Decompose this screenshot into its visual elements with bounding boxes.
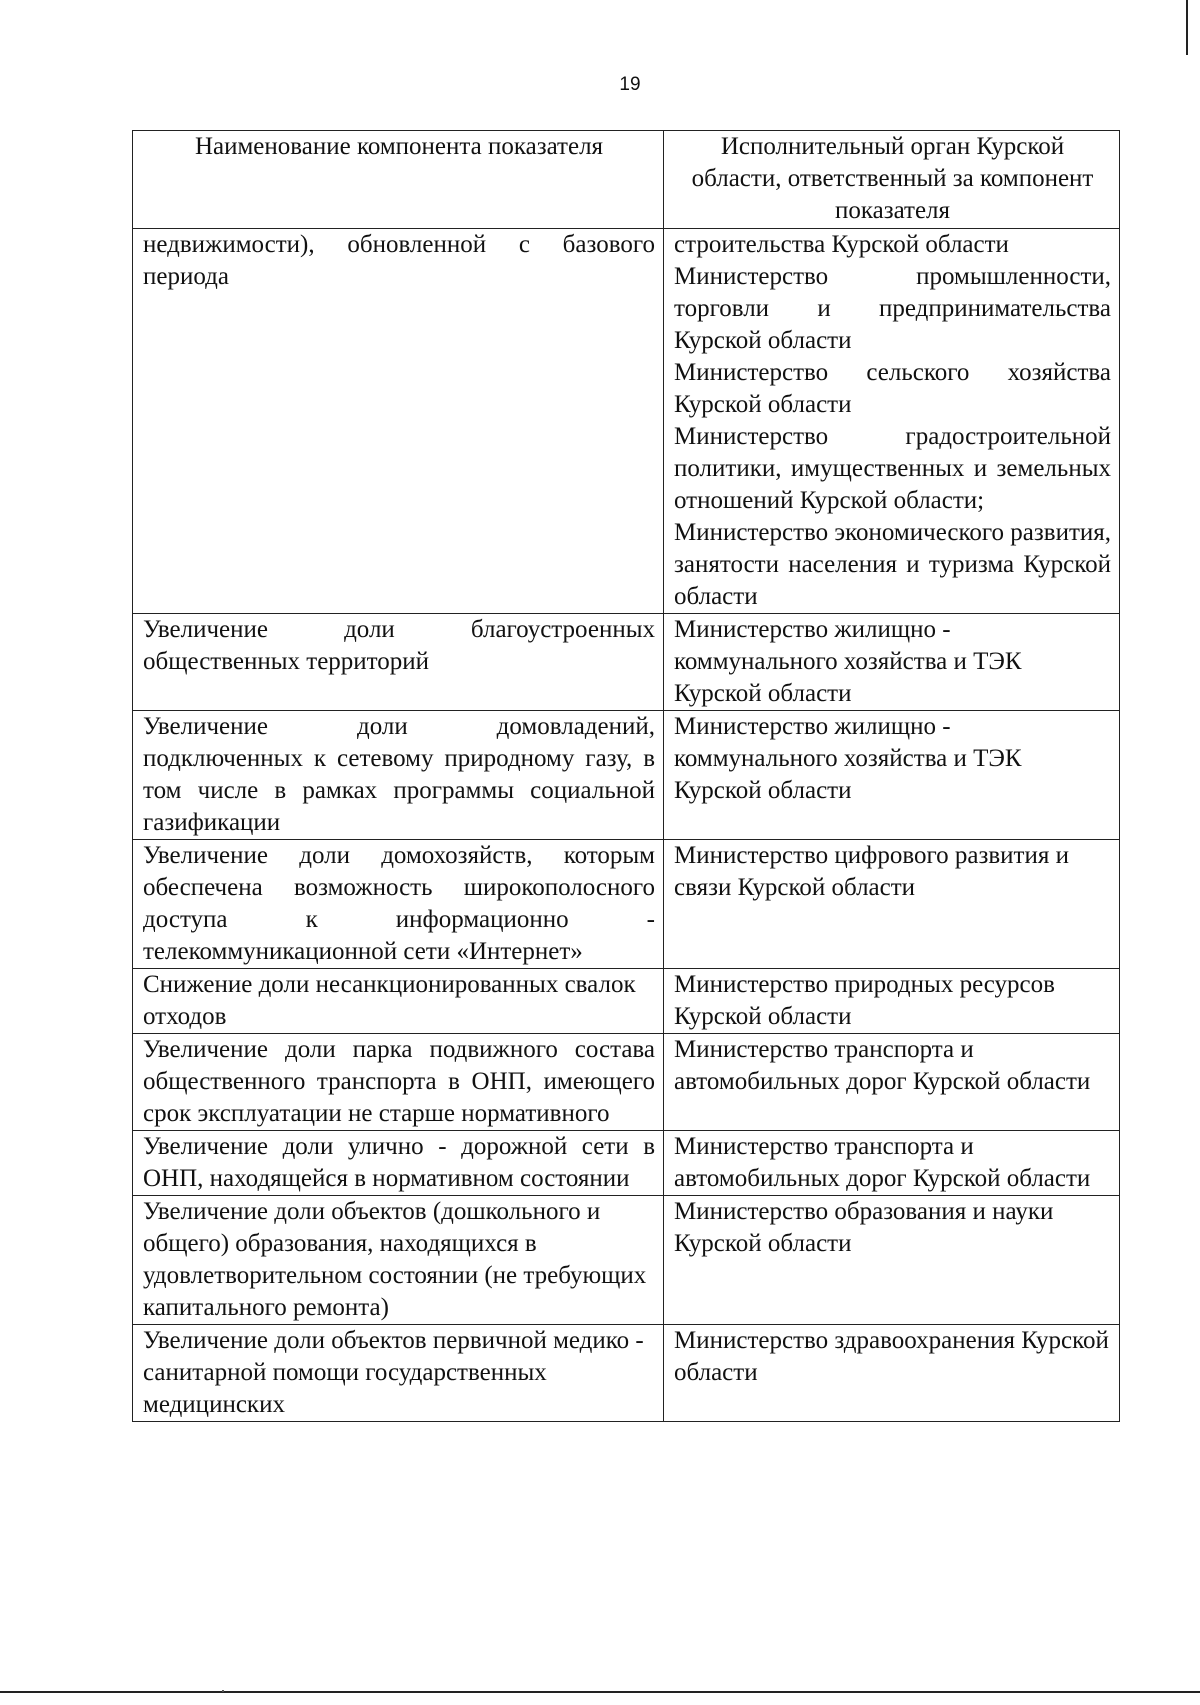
responsible-body: Министерство экономического развития, занятости населения и туризма Курской области xyxy=(674,519,1111,610)
table-row xyxy=(133,840,1120,969)
component-cell: Увеличение доли домовладений, подключенных к сетевому природному газу, в том числе в рамках программы социальной газификации xyxy=(133,711,664,840)
scan-edge-bottom xyxy=(0,1691,1200,1693)
responsible-body-cell: Министерство образования и науки Курской области xyxy=(664,1196,1120,1325)
responsible-body-cell: Министерство жилищно - коммунального хозяйства и ТЭК Курской области xyxy=(664,711,1120,840)
table-row xyxy=(133,614,1120,711)
responsible-body-cell: Министерство транспорта и автомобильных дорог Курской области xyxy=(664,1034,1120,1131)
table-row xyxy=(133,1131,1120,1196)
responsible-body: Министерство промышленности, торговли и предпринимательства Курской области xyxy=(674,263,1111,354)
table-row xyxy=(133,969,1120,1034)
component-cell: Увеличение доли объектов (дошкольного и общего) образования, находящихся в удовлетворительном состоянии (не требующих капитального ремонта) xyxy=(133,1196,664,1325)
component-cell: Увеличение доли домохозяйств, которым обеспечена возможность широкополосного доступа к информационно - телекоммуникационной сети «Интернет» xyxy=(133,840,664,969)
table-row xyxy=(133,229,1120,614)
component-cell: недвижимости), обновленной с базового периода xyxy=(133,229,664,614)
scan-speck xyxy=(222,1690,224,1692)
header-component-name: Наименование компонента показателя xyxy=(133,131,664,229)
responsible-body: строительства Курской области xyxy=(674,231,1009,258)
responsible-body-cell xyxy=(664,229,1120,614)
component-cell: Увеличение доли объектов первичной медико - санитарной помощи государственных медицинских xyxy=(133,1325,664,1422)
responsible-body: Министерство градостроительной политики, имущественных и земельных отношений Курской области; xyxy=(674,423,1111,514)
component-cell: Снижение доли несанкционированных свалок отходов xyxy=(133,969,664,1034)
component-cell: Увеличение доли благоустроенных общественных территорий xyxy=(133,614,664,711)
responsible-body-cell: Министерство цифрового развития и связи Курской области xyxy=(664,840,1120,969)
indicator-responsibility-table xyxy=(132,130,1120,1422)
responsible-body-cell: Министерство здравоохранения Курской области xyxy=(664,1325,1120,1422)
header-responsible-body: Исполнительный орган Курской области, ответственный за компонент показателя xyxy=(664,131,1120,229)
responsible-body-cell: Министерство природных ресурсов Курской области xyxy=(664,969,1120,1034)
responsible-body: Министерство сельского хозяйства Курской области xyxy=(674,359,1111,418)
responsible-body-cell: Министерство транспорта и автомобильных дорог Курской области xyxy=(664,1131,1120,1196)
table-row xyxy=(133,1196,1120,1325)
table-header-row xyxy=(133,131,1120,229)
component-cell: Увеличение доли улично - дорожной сети в ОНП, находящейся в нормативном состоянии xyxy=(133,1131,664,1196)
table-row xyxy=(133,1034,1120,1131)
responsible-body-cell: Министерство жилищно - коммунального хозяйства и ТЭК Курской области xyxy=(664,614,1120,711)
page-number: 19 xyxy=(619,74,641,95)
component-cell: Увеличение доли парка подвижного состава общественного транспорта в ОНП, имеющего срок эксплуатации не старше нормативного xyxy=(133,1034,664,1131)
scan-edge-right xyxy=(1186,0,1188,55)
table-row xyxy=(133,711,1120,840)
table-row xyxy=(133,1325,1120,1422)
